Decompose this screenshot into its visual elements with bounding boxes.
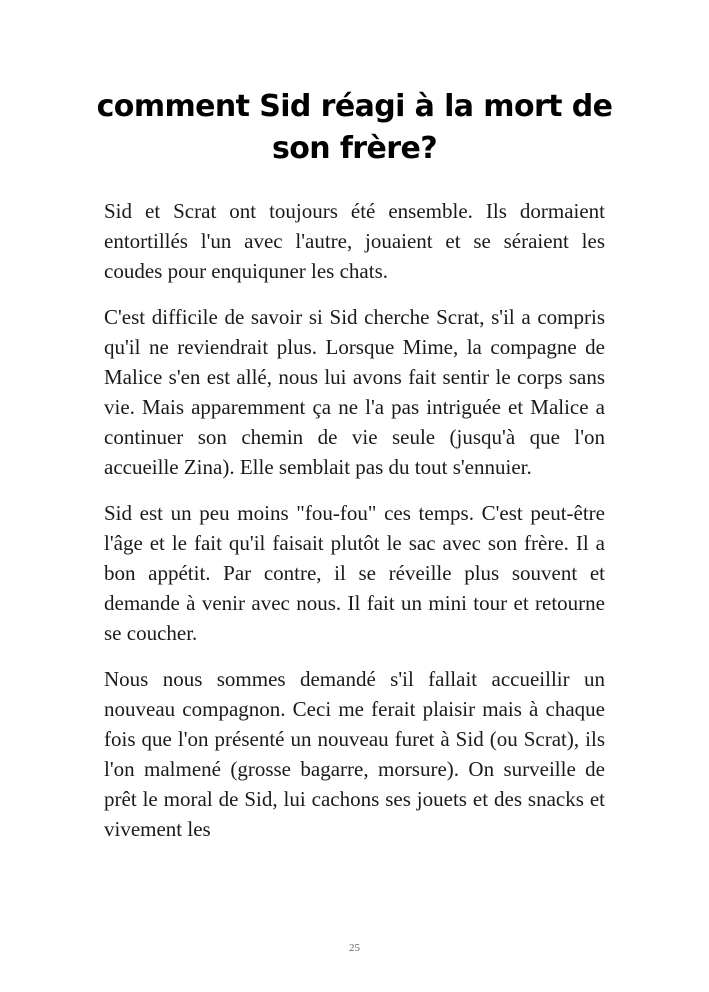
paragraph-3: Sid est un peu moins "fou-fou" ces temps. C'est peut-être l'âge et le fait qu'il faisait plutôt le sac avec son frère. Il a bon appétit. Par contre, il se réveille plus souvent et demande à venir avec nous. Il fait un mini tour et retourne se coucher. bbox=[104, 501, 605, 645]
paragraph-4: Nous nous sommes demandé s'il fallait accueillir un nouveau compagnon. Ceci me ferait plaisir mais à chaque fois que l'on présenté un nouveau furet à Sid (ou Scrat), ils l'on malmené (grosse bagarre, morsure). On surveille de prêt le moral de Sid, lui cachons ses jouets et des snacks et vivement les bbox=[104, 667, 605, 841]
page-title: comment Sid réagi à la mort de son frère? bbox=[96, 89, 613, 166]
page-number: 25 bbox=[349, 942, 360, 954]
paragraph-2: C'est difficile de savoir si Sid cherche Scrat, s'il a compris qu'il ne reviendrait plus. Lorsque Mime, la compagne de Malice s'en est allé, nous lui avons fait sentir le corps sans vie. Mais apparemment ça ne l'a pas intriguée et Malice a continuer son chemin de vie seule (jusqu'à que l'on accueille Zina). Elle semblait pas du tout s'ennuier. bbox=[104, 305, 605, 479]
body-text bbox=[104, 196, 605, 860]
paragraph-1: Sid et Scrat ont toujours été ensemble. Ils dormaient entortillés l'un avec l'autre, jouaient et se séraient les coudes pour enquiquner les chats. bbox=[104, 199, 605, 283]
